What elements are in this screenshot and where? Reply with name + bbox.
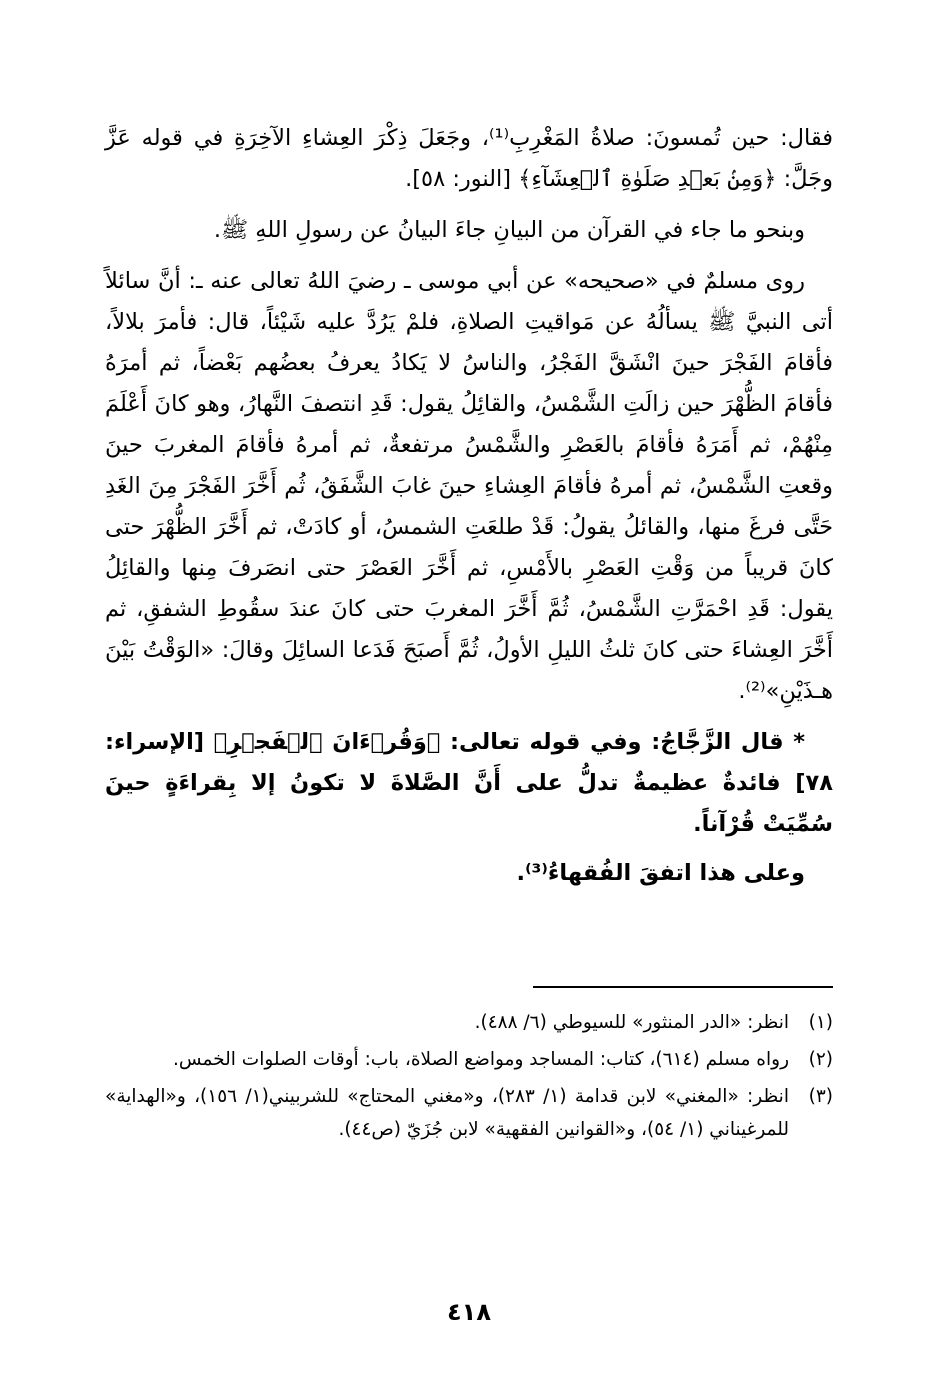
footnote-text: انظر: «الدر المنثور» للسيوطي (٦/ ٤٨٨). (474, 1012, 789, 1033)
paragraph-3: روى مسلمٌ في «صحيحه» عن أبي موسى ـ رضيَ اللهُ تعالى عنه ـ: أنَّ سائلاً أتى النبيَّ ﷺ يسألُهُ عن مَواقيتِ الصلاةِ، فلمْ يَرُدَّ عليه شَيْئاً، قال: فأمرَ بلالاً، فأقامَ الفَجْرَ حينَ انْشَقَّ الفَجْرُ، والناسُ لا يَكادُ يعرفُ بعضُهم بَعْضاً، ثم أمرَهُ فأقامَ الظُّهْرَ حين زالَتِ الشَّمْسُ، والقائِلُ يقول: قَدِ انتصفَ النَّهارُ، وهو كانَ أَعْلَمَ مِنْهُمْ، ثم أَمَرَهُ فأقامَ بالعَصْرِ والشَّمْسُ مرتفعةٌ، ثم أمرهُ فأقامَ المغربَ حينَ وقعتِ الشَّمْسُ، ثم أمرهُ فأقامَ العِشاءِ حينَ غابَ الشَّفَقُ، ثُم أَخَّرَ الفَجْرَ مِنَ الغَدِ حَتَّى فرغَ منها، والقائلُ يقولُ: قَدْ طلعَتِ الشمسُ، أو كادَتْ، ثم أَخَّرَ الظُّهْرَ حتى كانَ قريباً من وَقْتِ العَصْرِ بالأَمْسِ، ثم أَخَّرَ العَصْرَ حتى انصَرفَ مِنها والقائِلُ يقول: قَدِ احْمَرَّتِ الشَّمْسُ، ثُمَّ أَخَّرَ المغربَ حتى كانَ عندَ سقُوطِ الشفقِ، ثم أَخَّرَ العِشاءَ حتى كانَ ثلثُ الليلِ الأولُ، ثُمَّ أَصبَحَ فَدَعا السائِلَ وقالَ: «الوَقْتُ بَيْنَ هـذَيْنِ»⁽²⁾. (105, 268, 833, 704)
paragraph-4: * قال الزَّجَّاجُ: وفي قوله تعالى: ﴿وَقُرۡءَانَ ٱلۡفَجۡرِ﴾ [الإسراء: ٧٨] فائدةٌ عظيمةٌ تدلُّ على أَنَّ الصَّلاةَ لا تكونُ إلا بِقراءَةٍ حينَ سُمِّيَتْ قُرْآناً. (105, 729, 833, 837)
book-page (105, 118, 833, 1358)
footnote-item (105, 1006, 833, 1039)
paragraph-2: وبنحو ما جاء في القرآن من البيانِ جاءَ البيانُ عن رسولِ اللهِ ﷺ. (213, 217, 805, 243)
footnote-number: (٣) (808, 1086, 833, 1107)
page-number: ٤١٨ (447, 1298, 491, 1326)
footnote-divider (533, 986, 833, 988)
footnote-item (105, 1043, 833, 1076)
paragraph-5: وعلى هذا اتفقَ الفُقهاءُ⁽³⁾. (516, 860, 805, 886)
footnote-number: (١) (808, 1012, 833, 1033)
footnote-text: رواه مسلم (٦١٤)، كتاب: المساجد ومواضع الصلاة، باب: أوقات الصلوات الخمس. (173, 1049, 789, 1070)
paragraph-1: فقال: حين تُمسونَ: صلاةُ المَغْرِبِ⁽¹⁾، وجَعَلَ ذِكْرَ العِشاءِ الآخِرَةِ في قوله عَزَّ وجَلَّ: ﴿وَمِنۢ بَعۡدِ صَلَوٰةِ ٱلۡعِشَآءِ﴾ [النور: ٥٨]. (105, 125, 833, 192)
footnote-number: (٢) (808, 1049, 833, 1070)
footnotes (105, 1006, 833, 1150)
footnote-item (105, 1080, 833, 1146)
footnote-text: انظر: «المغني» لابن قدامة (١/ ٢٨٣)، و«مغني المحتاج» للشربيني(١/ ١٥٦)، و«الهداية» للمرغيناني (١/ ٥٤)، و«القوانين الفقهية» لابن جُزَيّ (ص٤٤). (105, 1086, 789, 1140)
